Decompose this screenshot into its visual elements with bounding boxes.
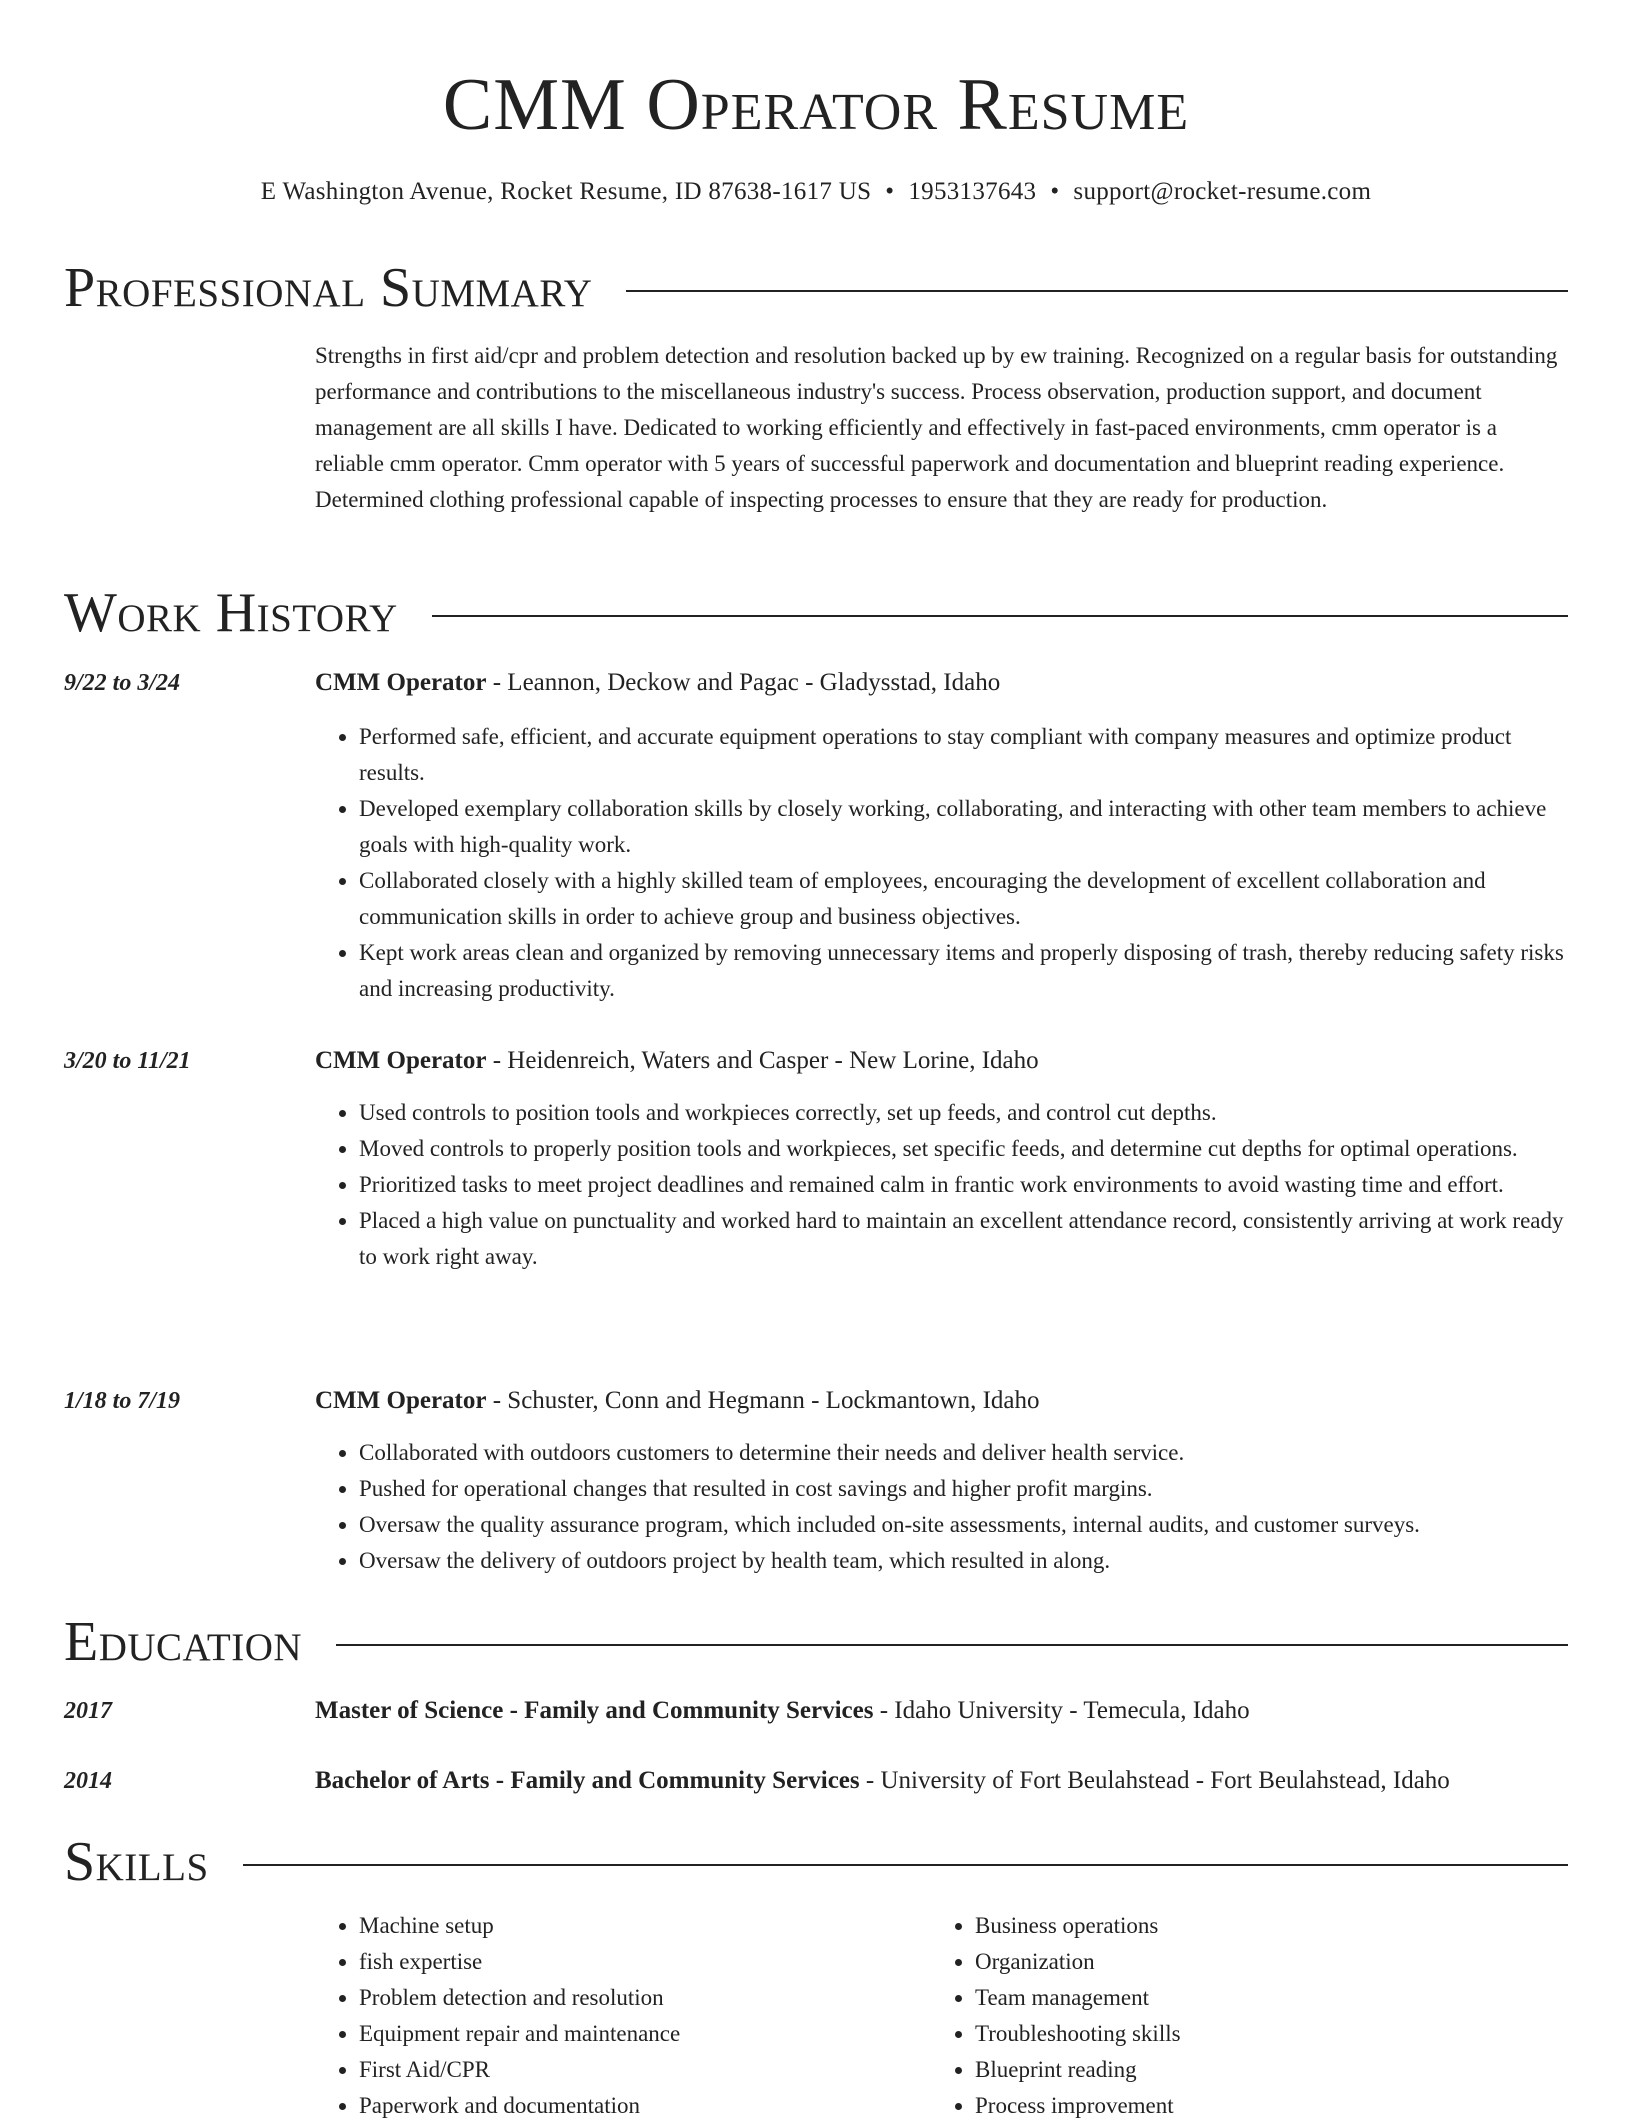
list-item: • Blueprint reading [975,2052,1535,2088]
list-item: • First Aid/CPR [359,2052,919,2088]
list-item: • Problem detection and resolution [359,1980,919,2016]
list-item: • fish expertise [359,1944,919,1980]
list-item: • Kept work areas clean and organized by removing unnecessary items and properly disposing of trash, thereby reducing safety risks and increasing productivity. [359,935,1568,1007]
job-date: 9/22 to 3/24 [64,670,181,696]
skills-list-right [931,1908,1535,2124]
list-item: • Used controls to position tools and workpieces correctly, set up feeds, and control cut depths. [359,1095,1568,1131]
job-heading [315,1383,1568,1419]
job-heading [315,665,1568,701]
skills-list-left [315,1908,919,2124]
job-title: CMM Operator [315,1387,487,1414]
education-heading [315,1693,1568,1729]
list-item: • Oversaw the delivery of outdoors project by health team, which resulted in along. [359,1543,1568,1579]
contact-email[interactable]: support@rocket-resume.com [1073,178,1372,205]
contact-separator: • [1050,178,1060,205]
education-heading [315,1763,1568,1799]
section-title-skills: Skills [64,1831,209,1893]
list-item: • Placed a high value on punctuality and worked hard to maintain an excellent attendance record, consistently arriving at work ready to work right away. [359,1203,1568,1275]
section-divider [432,615,1568,617]
section-header-skills [64,1827,1568,1897]
job-title: CMM Operator [315,669,487,696]
list-item: • Machine setup [359,1908,919,1944]
contact-address: E Washington Avenue, Rocket Resume, ID 87638-1617 US [260,178,872,205]
resume-title: CMM Operator Resume [442,64,1190,146]
list-item: • Paperwork and documentation [359,2088,919,2124]
education-details: - University of Fort Beulahstead - Fort Beulahstead, Idaho [859,1767,1450,1794]
contact-phone: 1953137643 [908,178,1037,205]
job-bullets [315,1435,1568,1579]
contact-line [0,172,1632,212]
list-item: • Troubleshooting skills [975,2016,1535,2052]
education-year: 2017 [64,1698,112,1724]
job-details: - Heidenreich, Waters and Casper - New Lorine, Idaho [486,1047,1039,1074]
list-item: • Oversaw the quality assurance program, which included on-site assessments, internal audits, and customer surveys. [359,1507,1568,1543]
section-title-education: Education [64,1611,303,1673]
list-item: • Collaborated closely with a highly skilled team of employees, encouraging the development of excellent collaboration and communication skills in order to achieve group and business objectives. [359,863,1568,935]
list-item: • Performed safe, efficient, and accurate equipment operations to stay compliant with company measures and optimize product results. [359,719,1568,791]
section-header-summary [64,253,1568,323]
section-header-education [64,1607,1568,1677]
list-item: • Team management [975,1980,1535,2016]
job-bullets [315,1095,1568,1275]
section-divider [336,1644,1568,1646]
contact-separator: • [885,178,895,205]
list-item: • Organization [975,1944,1535,1980]
section-divider [626,290,1568,292]
job-date: 1/18 to 7/19 [64,1388,181,1414]
list-item: • Pushed for operational changes that resulted in cost savings and higher profit margins. [359,1471,1568,1507]
job-bullets [315,719,1568,1007]
list-item: • Developed exemplary collaboration skills by closely working, collaborating, and interacting with other team members to achieve goals with high-quality work. [359,791,1568,863]
list-item: • Prioritized tasks to meet project deadlines and remained calm in frantic work environments to avoid wasting time and effort. [359,1167,1568,1203]
list-item: • Moved controls to properly position tools and workpieces, set specific feeds, and determine cut depths for optimal operations. [359,1131,1568,1167]
list-item: • Equipment repair and maintenance [359,2016,919,2052]
job-title: CMM Operator [315,1047,487,1074]
section-title-work: Work History [64,582,398,644]
section-header-work [64,578,1568,648]
section-title-summary: Professional Summary [64,257,593,319]
job-date: 3/20 to 11/21 [64,1048,191,1074]
education-degree: Bachelor of Arts - Family and Community Services [315,1767,860,1794]
education-details: - Idaho University - Temecula, Idaho [873,1697,1250,1724]
list-item: • Process improvement [975,2088,1535,2124]
education-degree: Master of Science - Family and Community Services [315,1697,874,1724]
list-item: • Collaborated with outdoors customers to determine their needs and deliver health service. [359,1435,1568,1471]
section-divider [243,1864,1568,1866]
list-item: • Business operations [975,1908,1535,1944]
summary-text: Strengths in first aid/cpr and problem detection and resolution backed up by ew training. Recognized on a regular basis for outstanding performance and contributions to the miscellaneous industry's success. Process observation, production support, and document management are all skills I have. Dedicated to working efficiently and effectively in fast-paced environments, cmm operator is a reliable cmm operator. Cmm operator with 5 years of successful paperwork and documentation and blueprint reading experience. Determined clothing professional capable of inspecting processes to ensure that they are ready for production. [315,343,1558,512]
job-details: - Leannon, Deckow and Pagac - Gladysstad, Idaho [486,669,1001,696]
job-heading [315,1043,1568,1079]
job-details: - Schuster, Conn and Hegmann - Lockmantown, Idaho [486,1387,1040,1414]
education-year: 2014 [64,1768,112,1794]
